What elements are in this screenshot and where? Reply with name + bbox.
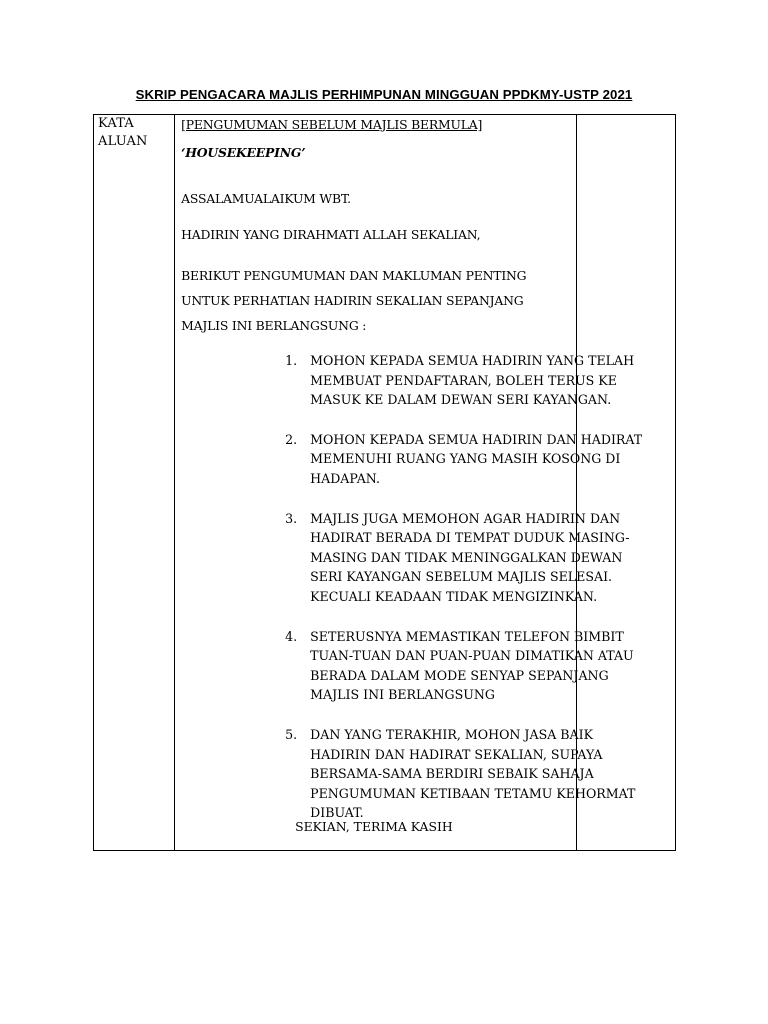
- list-item-number: 2.: [285, 431, 298, 447]
- intro-paragraph: BERIKUT PENGUMUMAN DAN MAKLUMAN PENTING UNTUK PERHATIAN HADIRIN SEKALIAN SEPANJANG MAJLIS INI BERLANGSUNG :: [181, 268, 527, 333]
- list-item: [175, 351, 655, 410]
- list-item: [175, 509, 655, 607]
- list-item: [175, 627, 655, 705]
- housekeeping-subheading: ‘HOUSEKEEPING’: [181, 145, 306, 160]
- section-cell: [94, 115, 175, 851]
- list-item-text: MOHON KEPADA SEMUA HADIRIN DAN HADIRAT MEMENUHI RUANG YANG MASIH KOSONG DI HADAPAN.: [310, 431, 643, 486]
- list-item: [175, 725, 655, 823]
- list-item-number: 3.: [285, 510, 298, 526]
- script-content: [175, 115, 643, 850]
- list-item-number: 4.: [285, 628, 298, 644]
- section-label: KATA ALUAN: [98, 116, 148, 149]
- announcement-heading: [PENGUMUMAN SEBELUM MAJLIS BERMULA]: [181, 117, 483, 132]
- list-item-text: SETERUSNYA MEMASTIKAN TELEFON BIMBIT TUAN-TUAN DAN PUAN-PUAN DIMATIKAN ATAU BERADA DALAM MODE SENYAP SEPANJANG MAJLIS INI BERLANGSUNG: [310, 628, 634, 703]
- list-item-text: DAN YANG TERAKHIR, MOHON JASA BAIK HADIRIN DAN HADIRAT SEKALIAN, SUPAYA BERSAMA-SAMA BERDIRI SEBAIK SAHAJA PENGUMUMAN KETIBAAN TETAMU KEHORMAT DIBUAT.: [310, 726, 636, 821]
- script-table: [93, 114, 676, 851]
- greeting-text: ASSALAMUALAIKUM WBT.: [181, 191, 351, 206]
- document-title: SKRIP PENGACARA MAJLIS PERHIMPUNAN MINGGUAN PPDKMY-USTP 2021: [135, 87, 633, 102]
- table-row: [94, 115, 676, 851]
- list-item-text: MOHON KEPADA SEMUA HADIRIN YANG TELAH MEMBUAT PENDAFTARAN, BOLEH TERUS KE MASUK KE DALAM DEWAN SERI KAYANGAN.: [310, 353, 635, 408]
- list-item-text: MAJLIS JUGA MEMOHON AGAR HADIRIN DAN HADIRAT BERADA DI TEMPAT DUDUK MASING- MASING DAN TIDAK MENINGGALKAN DEWAN SERI KAYANGAN SEBELUM MAJLIS SELESAI. KECUALI KEADAAN TIDAK MENGIZINKAN.: [310, 510, 630, 604]
- audience-address: HADIRIN YANG DIRAHMATI ALLAH SEKALIAN,: [181, 227, 481, 242]
- notice-list: [175, 351, 655, 843]
- list-item-number: 1.: [285, 353, 298, 368]
- list-item-number: 5.: [285, 726, 298, 742]
- closing-text: SEKIAN, TERIMA KASIH: [295, 819, 453, 834]
- content-cell: [175, 115, 643, 851]
- list-item: [175, 430, 655, 489]
